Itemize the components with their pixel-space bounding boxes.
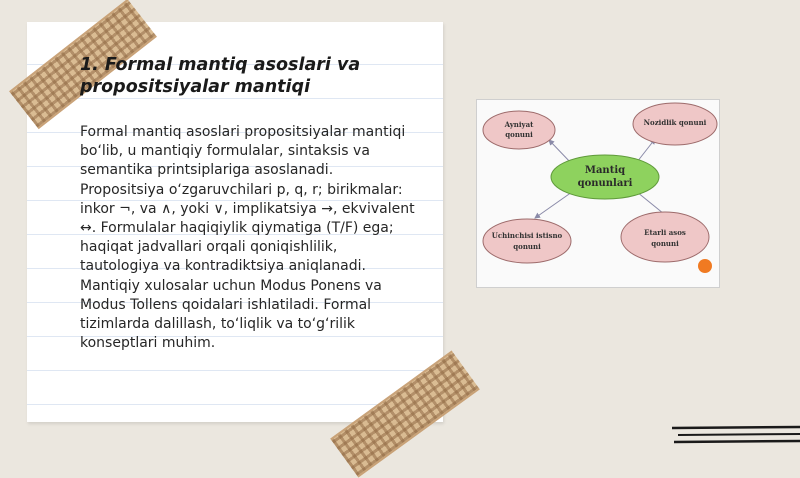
arrow-to-uchinchisi — [535, 192, 572, 218]
slide-title: 1. Formal mantiq asoslari va propositsiyalar mantiqi — [80, 55, 361, 97]
decorative-lines — [672, 425, 800, 450]
node-uchinchisi-line2: qonuni — [513, 242, 541, 251]
node-etarli — [621, 212, 709, 262]
center-line2: qonunlari — [577, 178, 633, 189]
node-etarli-line1: Etarli asos — [644, 228, 686, 237]
node-ayniyat-line2: qonuni — [505, 130, 533, 139]
diagram-svg — [477, 100, 719, 287]
logic-laws-diagram — [476, 99, 720, 288]
slide-body-text: Formal mantiq asoslari propositsiyalar mantiqi bo‘lib, u mantiqiy formulalar, sintaksis va semantika printsiplariga asoslanadi. Propositsiya o‘zgaruvchilari p, q, r; birikmalar: inkor ¬, va ∧, yoki ∨, implikatsiya →, ekvivalent ↔. Formulalar haqiqiylik qiymatiga (T/F) ega; haqiqat jadvallari orqali qoniqishlilik, tautologiya va kontradiktsiya aniqlanadi. Mantiqiy xulosalar uchun Modus Ponens va Modus Tollens qoidalari ishlatiladi. Formal tizimlarda dalillash, to‘liqlik va to‘g‘rilik konseptlari muhim. — [80, 124, 415, 352]
node-uchinchisi-line1: Uchinchisi istisno — [491, 231, 563, 240]
node-center — [551, 155, 659, 199]
arrow-to-nozidlik — [637, 139, 655, 162]
node-uchinchisi — [483, 219, 571, 263]
node-etarli-line2: qonuni — [651, 239, 679, 248]
center-line1: Mantiq — [584, 165, 626, 176]
node-nozidlik — [633, 103, 717, 145]
node-ayniyat-line1: Ayniyat — [504, 120, 534, 129]
orange-dot — [698, 259, 712, 273]
node-ayniyat — [483, 111, 555, 149]
node-nozidlik-line1: Nozidlik qonuni — [643, 118, 707, 127]
